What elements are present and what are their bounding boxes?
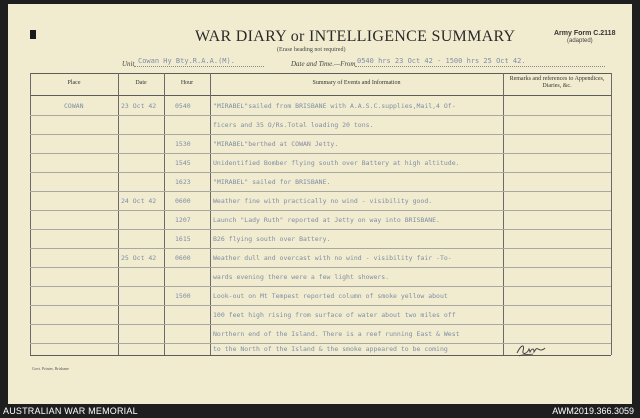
row-summary: wards evening there were a few light showers.: [213, 273, 390, 281]
row-rule: [30, 229, 611, 230]
row-rule: [30, 324, 611, 325]
unit-label: Unit: [122, 60, 135, 68]
row-hour: 1530: [175, 140, 191, 148]
date-time-label: Date and Time.—From: [291, 60, 356, 68]
row-hour: 1623: [175, 178, 191, 186]
row-place: COWAN: [64, 102, 84, 110]
row-summary: B26 flying south over Battery.: [213, 235, 331, 243]
row-hour: 0540: [175, 102, 191, 110]
row-rule: [30, 134, 611, 135]
row-summary: 100 feet high rising from surface of water about two miles off: [213, 311, 456, 319]
row-summary: "MIRABEL"berthed at COWAN Jetty.: [213, 140, 339, 148]
header-place: Place: [67, 80, 81, 86]
row-rule: [30, 115, 611, 116]
binder-clip-icon: [30, 30, 36, 39]
row-rule: [30, 267, 611, 268]
row-rule: [30, 286, 611, 287]
row-date: 23 Oct 42: [121, 102, 157, 110]
row-summary: Weather dull and overcast with no wind - visibility fair -To-: [213, 254, 452, 262]
row-summary: ficers and 35 O/Rs.Total loading 20 tons.: [213, 121, 374, 129]
row-summary: Northern end of the Island. There is a reef running East & West: [213, 330, 460, 338]
signature: [515, 339, 547, 359]
erase-note: (Erase heading not required): [277, 47, 346, 53]
unit-value: Cowan Hy Bty.R.A.A.(M).: [138, 57, 235, 65]
row-date: 25 Oct 42: [121, 254, 157, 262]
page-title: WAR DIARY or INTELLIGENCE SUMMARY: [195, 28, 516, 45]
adapted-note: (adapted): [567, 38, 593, 44]
row-hour: 1207: [175, 216, 191, 224]
row-hour: 1615: [175, 235, 191, 243]
row-rule: [30, 305, 611, 306]
row-summary: "MIRABEL" sailed for BRISBANE.: [213, 178, 331, 186]
row-summary: Look-out on Mt Tempest reported column of smoke yellow about: [213, 292, 448, 300]
row-summary: to the North of the Island & the smoke appeared to be coming: [213, 345, 448, 353]
date-time-value: 0540 hrs 23 Oct 42 - 1500 hrs 25 Oct 42.: [357, 57, 526, 65]
archive-reference: AWM2019.366.3059: [552, 406, 634, 416]
row-hour: 1500: [175, 292, 191, 300]
header-summary: Summary of Events and Information: [312, 80, 401, 86]
army-form-number: Army Form C.2118: [554, 30, 616, 37]
row-summary: Launch "Lady Ruth" reported at Jetty on way into BRISBANE.: [213, 216, 440, 224]
date-time-rule: [355, 66, 605, 67]
row-rule: [30, 210, 611, 211]
header-hour: Hour: [180, 80, 194, 86]
row-summary: Weather fine with practically no wind - visibility good.: [213, 197, 433, 205]
row-summary: Unidentified Bomber flying south over Battery at high altitude.: [213, 159, 460, 167]
row-hour: 0600: [175, 197, 191, 205]
printer-imprint: Govt. Printer, Brisbane: [32, 366, 69, 371]
row-summary: "MIRABEL"sailed from BRISBANE with A.A.S.C.supplies,Mail,4 Of-: [213, 102, 456, 110]
row-hour: 0600: [175, 254, 191, 262]
unit-rule: [134, 66, 264, 67]
header-date: Date: [135, 80, 147, 86]
archive-credit: AUSTRALIAN WAR MEMORIAL: [3, 406, 138, 416]
row-rule: [30, 153, 611, 154]
row-rule: [30, 172, 611, 173]
header-remarks: Remarks and references to Appendices, Diaries, &c.: [509, 76, 605, 89]
row-hour: 1545: [175, 159, 191, 167]
row-date: 24 Oct 42: [121, 197, 157, 205]
row-rule: [30, 191, 611, 192]
column-divider: [611, 73, 612, 355]
row-rule: [30, 248, 611, 249]
